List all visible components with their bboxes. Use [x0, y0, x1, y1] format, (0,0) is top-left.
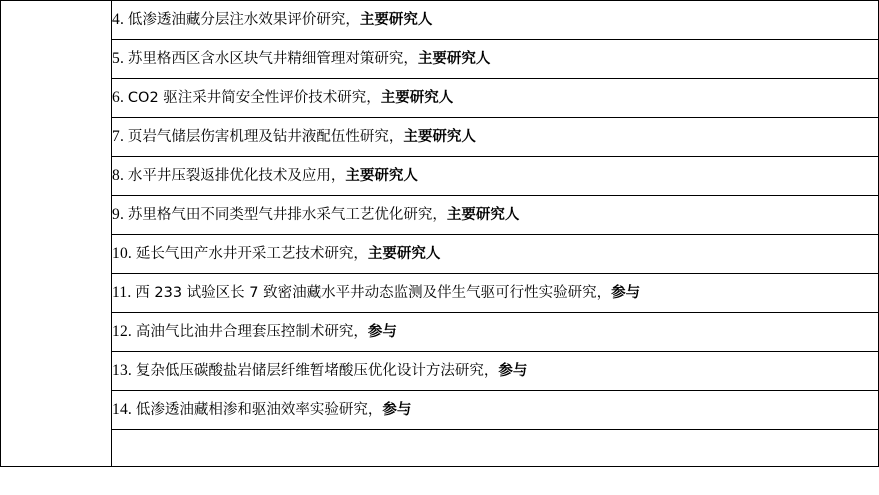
item-title: 页岩气储层伤害机理及钻井液配伍性研究 [127, 129, 389, 146]
item-separator: ， [353, 246, 368, 263]
item-title: 水平井压裂返排优化技术及应用 [127, 168, 331, 185]
item-separator: ， [330, 168, 346, 185]
item-title: 延长气田产水井开采工艺技术研究 [135, 246, 354, 263]
item-title: 苏里格气田不同类型气井排水采气工艺优化研究 [127, 207, 433, 224]
item-title: 高油气比油井合理套压控制术研究 [135, 324, 354, 341]
item-number: 11. [112, 284, 132, 302]
project-item-cell [112, 196, 879, 235]
item-title: CO2 驱注采井简安全性评价技术研究 [127, 90, 367, 107]
item-separator: ， [345, 12, 360, 29]
item-role: 参与 [382, 402, 412, 419]
item-role: 参与 [611, 285, 641, 302]
item-separator: ， [483, 363, 499, 380]
item-role: 主要研究人 [380, 90, 454, 107]
item-separator: ， [353, 324, 368, 341]
item-number: 6. [112, 89, 125, 107]
table-row [1, 1, 879, 40]
project-item-cell [112, 1, 879, 40]
item-role: 参与 [367, 324, 397, 341]
item-title: 低渗透油藏相渗和驱油效率实验研究 [135, 402, 368, 419]
item-number: 4. [112, 11, 125, 29]
item-number: 13. [112, 362, 132, 380]
table-row [1, 79, 879, 118]
item-number: 7. [112, 128, 125, 146]
table-row [1, 313, 879, 352]
item-role: 参与 [498, 363, 528, 380]
table-row [1, 274, 879, 313]
item-title: 西 233 试验区长 7 致密油藏水平井动态监测及伴生气驱可行性实验研究 [135, 285, 597, 302]
project-item-cell [112, 274, 879, 313]
item-role: 主要研究人 [359, 12, 433, 29]
item-role: 主要研究人 [345, 168, 418, 185]
project-item-cell [112, 352, 879, 391]
project-item-cell-empty [112, 430, 879, 467]
item-separator: ， [596, 285, 612, 302]
item-number: 10. [112, 245, 132, 263]
row-label-cell [1, 1, 112, 467]
item-role: 主要研究人 [446, 207, 520, 224]
item-separator: ， [432, 207, 447, 224]
item-title: 苏里格西区含水区块气井精细管理对策研究 [127, 51, 404, 68]
project-item-cell [112, 313, 879, 352]
table-row [1, 430, 879, 467]
table-row [1, 196, 879, 235]
table-body [1, 1, 879, 467]
item-role: 主要研究人 [403, 129, 476, 146]
table-row [1, 235, 879, 274]
table-row [1, 157, 879, 196]
project-item-cell [112, 79, 879, 118]
table-row [1, 352, 879, 391]
table-row [1, 391, 879, 430]
item-role: 主要研究人 [417, 51, 491, 68]
item-number: 9. [112, 206, 125, 224]
project-item-cell [112, 235, 879, 274]
item-number: 8. [112, 167, 125, 185]
project-item-cell [112, 40, 879, 79]
item-number: 12. [112, 323, 132, 341]
table-row [1, 40, 879, 79]
item-separator: ， [366, 90, 381, 107]
item-title: 复杂低压碳酸盐岩储层纤维暂堵酸压优化设计方法研究 [135, 363, 484, 380]
item-number: 5. [112, 50, 125, 68]
item-separator: ， [388, 129, 404, 146]
table-row [1, 118, 879, 157]
project-item-cell [112, 391, 879, 430]
item-title: 低渗透油藏分层注水效果评价研究 [127, 12, 346, 29]
item-separator: ， [403, 51, 418, 68]
item-separator: ， [367, 402, 383, 419]
item-role: 主要研究人 [367, 246, 441, 263]
item-number: 14. [112, 401, 132, 419]
project-item-cell [112, 157, 879, 196]
project-item-cell [112, 118, 879, 157]
